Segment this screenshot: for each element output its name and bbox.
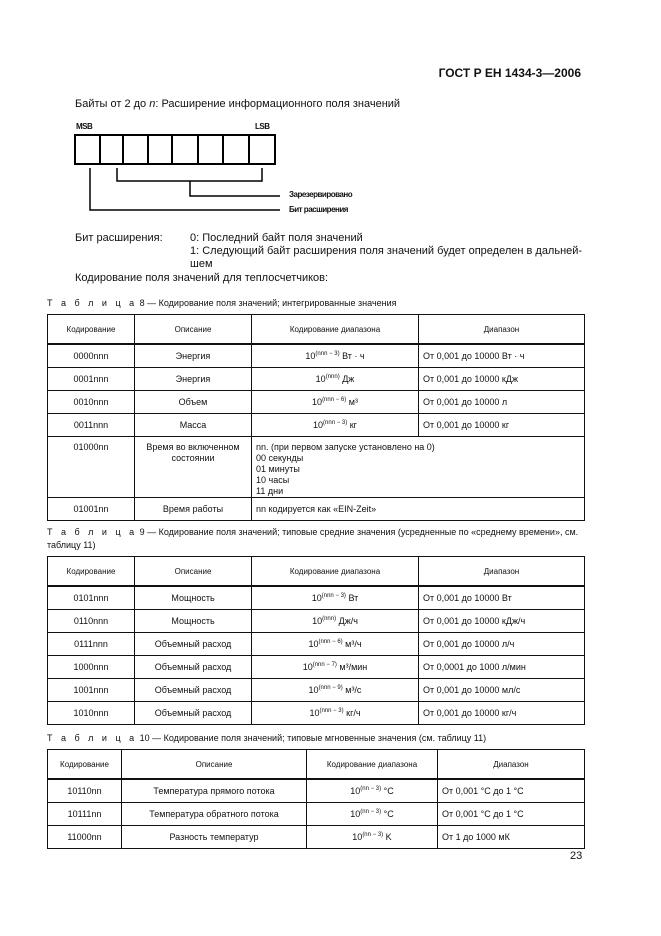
exponent: (nnn − 3)	[323, 420, 348, 426]
cell-desc: Разность температур	[122, 826, 307, 849]
cell-range: От 0,0001 до 1000 л/мин	[419, 656, 585, 679]
col-header: Кодирование диапазона	[307, 750, 438, 780]
col-header: Описание	[135, 315, 252, 345]
cell-code: 1010nnn	[48, 702, 135, 725]
caption-text: 10 — Кодирование поля значений; типовые мгновенные значения (см. таблицу 11)	[139, 733, 487, 743]
unit: кг/ч	[343, 708, 361, 718]
table-10	[47, 749, 585, 849]
table-row	[48, 498, 585, 521]
exponent: (nn − 3)	[360, 809, 382, 815]
unit: Вт	[345, 593, 359, 603]
cell-range-coding	[307, 826, 438, 849]
unit: м³/ч	[342, 639, 362, 649]
intro-text	[75, 97, 400, 111]
base: 10	[350, 809, 361, 819]
table-row	[48, 586, 585, 610]
cell-range-coding	[252, 656, 419, 679]
col-header: Описание	[122, 750, 307, 780]
base: 10	[308, 639, 319, 649]
unit: м³/с	[342, 685, 362, 695]
cell-code: 0110nnn	[48, 610, 135, 633]
byte-diagram	[70, 130, 290, 220]
cell-code: 0111nnn	[48, 633, 135, 656]
col-header: Диапазон	[419, 315, 585, 345]
caption-text: 8 — Кодирование поля значений; интегрированные значения	[139, 298, 397, 308]
exponent: (nnn)	[325, 374, 340, 380]
unit: K	[383, 832, 392, 842]
exponent: (nn − 3)	[360, 786, 382, 792]
col-header: Кодирование диапазона	[252, 557, 419, 587]
base: 10	[309, 708, 320, 718]
base: 10	[313, 420, 324, 430]
line: 11 дни	[256, 486, 284, 496]
col-header: Кодирование	[48, 315, 135, 345]
intro-n: n	[149, 98, 156, 110]
table9-caption	[47, 526, 587, 552]
exponent: (nnn − 7)	[312, 662, 337, 668]
exponent: (nnn − 6)	[318, 639, 343, 645]
line: 00 секунды	[256, 453, 304, 463]
cell-time-lines	[252, 437, 585, 498]
cell-range-coding	[252, 414, 419, 437]
cell-range: От 0,001 до 10000 кг/ч	[419, 702, 585, 725]
unit: Дж/ч	[336, 616, 358, 626]
cell-desc: Энергия	[135, 344, 252, 368]
cell-range: От 0,001 до 10000 мл/с	[419, 679, 585, 702]
ext-1b: шем	[190, 258, 213, 270]
cell-range: От 0,001 до 10000 кг	[419, 414, 585, 437]
exponent: (nnn − 3)	[321, 593, 346, 599]
base: 10	[305, 351, 316, 361]
cell-range-coding	[252, 679, 419, 702]
cell-code: 01001nn	[48, 498, 135, 521]
table-label: Т а б л и ц а	[47, 527, 138, 537]
table-row	[48, 779, 585, 803]
table-row	[48, 414, 585, 437]
line: nn. (при первом запуске установлено на 0)	[256, 442, 435, 452]
cell-code: 10111nn	[48, 803, 122, 826]
standard-header: ГОСТ Р ЕН 1434-3—2006	[438, 66, 581, 80]
lsb-label: LSB	[255, 122, 270, 131]
table-row	[48, 702, 585, 725]
base: 10	[350, 786, 361, 796]
cell-code: 10110nn	[48, 779, 122, 803]
cell-range: От 0,001 °C до 1 °C	[438, 779, 585, 803]
unit: м³	[346, 397, 358, 407]
cell-range: От 0,001 до 10000 Вт · ч	[419, 344, 585, 368]
table-row	[48, 437, 585, 498]
base: 10	[315, 374, 326, 384]
caption-text: 9 — Кодирование поля значений; типовые средние значения (усредненные по «среднему времени», см. таблицу 11)	[47, 527, 579, 550]
cell-desc: Время во включенном состоянии	[135, 437, 252, 498]
cell-code: 0000nnn	[48, 344, 135, 368]
unit: Дж	[339, 374, 355, 384]
table-row	[48, 344, 585, 368]
col-header: Описание	[135, 557, 252, 587]
ext-label: Бит расширения:	[75, 232, 163, 244]
col-header: Диапазон	[438, 750, 585, 780]
cell-desc: Масса	[135, 414, 252, 437]
cell-range-coding	[252, 702, 419, 725]
cell-code: 0101nnn	[48, 586, 135, 610]
exponent: (nnn − 3)	[315, 351, 340, 357]
exponent: (nnn − 9)	[318, 685, 343, 691]
cell-desc: Объем	[135, 391, 252, 414]
base: 10	[312, 397, 323, 407]
cell-text: nn кодируется как «EIN-Zeit»	[252, 498, 585, 521]
table-row	[48, 679, 585, 702]
cell-desc: Объемный расход	[135, 656, 252, 679]
cell-desc: Температура прямого потока	[122, 779, 307, 803]
exponent: (nnn − 3)	[319, 708, 344, 714]
table-row	[48, 610, 585, 633]
cell-desc: Температура обратного потока	[122, 803, 307, 826]
cell-code: 1001nnn	[48, 679, 135, 702]
col-header: Кодирование диапазона	[252, 315, 419, 345]
cell-range-coding	[252, 391, 419, 414]
intro-prefix: Байты от 2 до	[75, 98, 150, 110]
base: 10	[311, 593, 322, 603]
table-label: Т а б л и ц а	[47, 298, 138, 308]
cell-range-coding	[252, 633, 419, 656]
cell-range-coding	[252, 344, 419, 368]
cell-range: От 0,001 до 10000 Вт	[419, 586, 585, 610]
unit: м³/мин	[336, 662, 368, 672]
cell-range-coding	[252, 368, 419, 391]
cell-range: От 0,001 до 10000 л/ч	[419, 633, 585, 656]
table-9	[47, 556, 585, 725]
unit: °C	[381, 786, 394, 796]
table-row	[48, 803, 585, 826]
table-8	[47, 314, 585, 521]
table-row	[48, 633, 585, 656]
base: 10	[352, 832, 363, 842]
unit: кг	[347, 420, 357, 430]
ext-1: 1: Следующий байт расширения поля значений будет определен в дальней-	[190, 245, 583, 257]
cell-range: От 0,001 до 10000 кДж	[419, 368, 585, 391]
cell-desc: Мощность	[135, 610, 252, 633]
reserved-label: Зарезервировано	[289, 190, 353, 199]
table8-caption	[47, 297, 587, 310]
cell-range: От 1 до 1000 мК	[438, 826, 585, 849]
cell-range-coding	[252, 586, 419, 610]
cell-code: 1000nnn	[48, 656, 135, 679]
table-row	[48, 391, 585, 414]
line: 01 минуты	[256, 464, 300, 474]
cell-code: 11000nn	[48, 826, 122, 849]
unit: Вт · ч	[339, 351, 365, 361]
cell-code: 0010nnn	[48, 391, 135, 414]
coding-title: Кодирование поля значений для теплосчетчиков:	[75, 272, 329, 284]
intro-suffix: : Расширение информационного поля значений	[155, 98, 401, 110]
line: 10 часы	[256, 475, 290, 485]
col-header: Кодирование	[48, 557, 135, 587]
cell-desc: Объемный расход	[135, 679, 252, 702]
cell-range-coding	[307, 803, 438, 826]
cell-code: 01000nn	[48, 437, 135, 498]
cell-desc: Объемный расход	[135, 633, 252, 656]
cell-desc: Время работы	[135, 498, 252, 521]
cell-range-coding	[307, 779, 438, 803]
table10-caption	[47, 732, 587, 745]
table-label: Т а б л и ц а	[47, 733, 138, 743]
base: 10	[302, 662, 313, 672]
table-row	[48, 656, 585, 679]
ext-bit-label: Бит расширения	[289, 205, 348, 214]
cell-desc: Объемный расход	[135, 702, 252, 725]
unit: °C	[381, 809, 394, 819]
page-number: 23	[570, 850, 583, 862]
ext-0: 0: Последний байт поля значений	[190, 232, 363, 244]
exponent: (nn − 3)	[362, 832, 384, 838]
exponent: (nnn)	[322, 616, 337, 622]
cell-range: От 0,001 до 10000 л	[419, 391, 585, 414]
cell-range: От 0,001 °C до 1 °C	[438, 803, 585, 826]
base: 10	[308, 685, 319, 695]
exponent: (nnn − 6)	[322, 397, 347, 403]
table-row	[48, 826, 585, 849]
cell-desc: Мощность	[135, 586, 252, 610]
table-row	[48, 368, 585, 391]
msb-label: MSB	[76, 122, 93, 131]
cell-code: 0011nnn	[48, 414, 135, 437]
base: 10	[312, 616, 323, 626]
col-header: Диапазон	[419, 557, 585, 587]
cell-desc: Энергия	[135, 368, 252, 391]
cell-range: От 0,001 до 10000 кДж/ч	[419, 610, 585, 633]
cell-range-coding	[252, 610, 419, 633]
cell-code: 0001nnn	[48, 368, 135, 391]
col-header: Кодирование	[48, 750, 122, 780]
